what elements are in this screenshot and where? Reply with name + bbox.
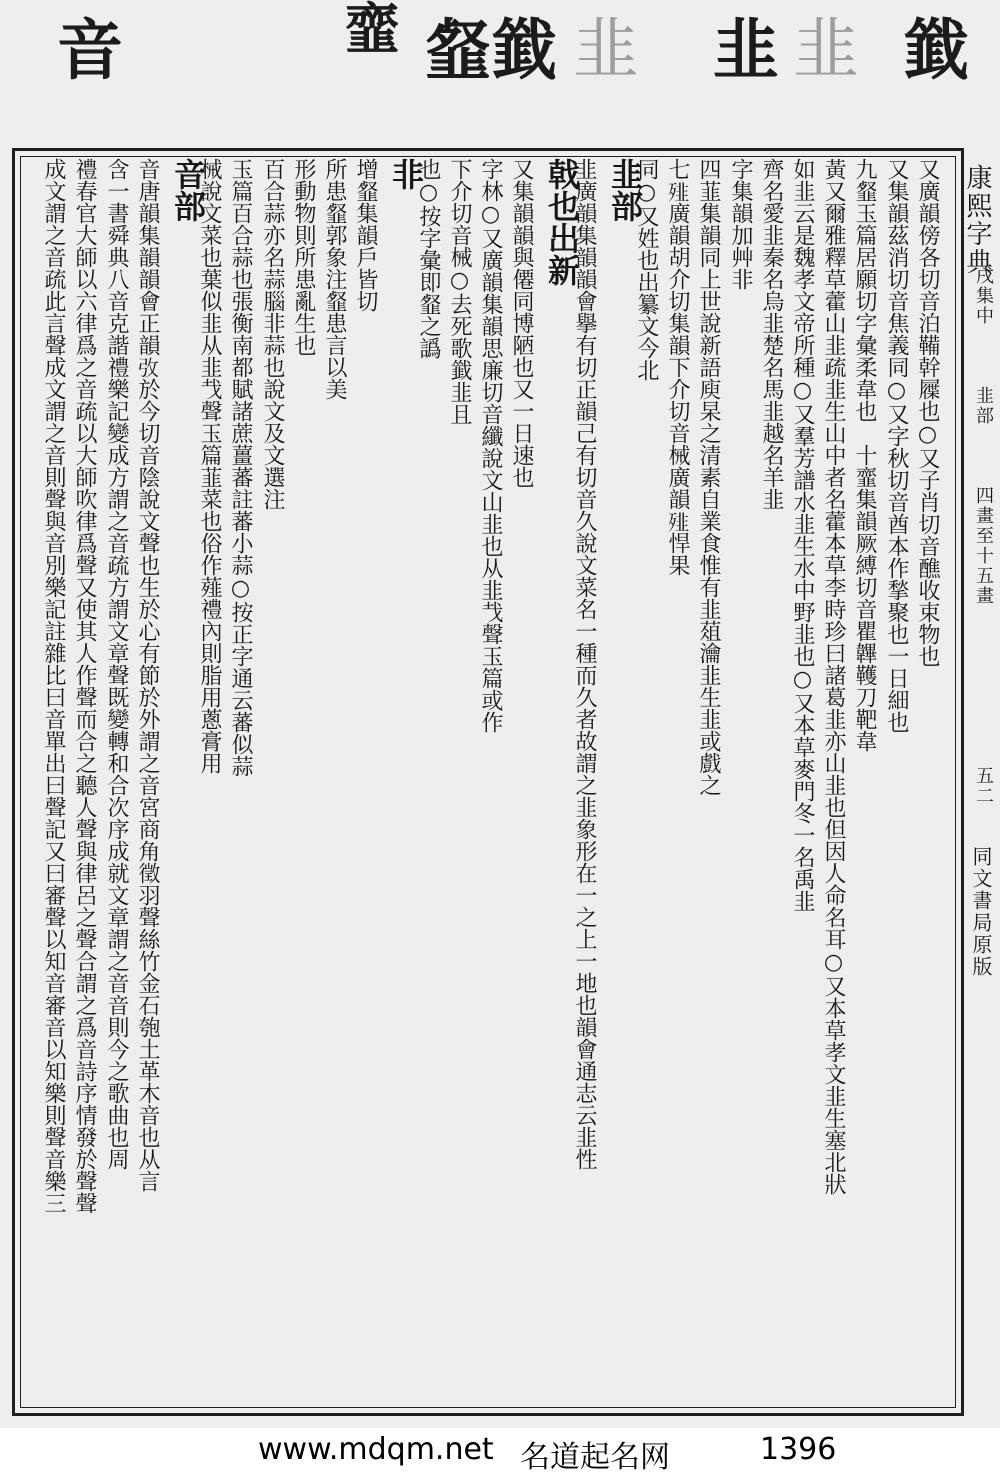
text-column: 增韰集韻戶皆切 — [353, 158, 378, 312]
text-column: 又集韻茲消切音焦義同○又字秋切音酋本作揫聚也一日細也 — [884, 158, 909, 733]
text-column: 韭廣韻集韻韻會擧有切正韻己有切音久說文菜名一種而久者故謂之韭象形在一之上一地也韻會通志云韭性 — [572, 158, 597, 1170]
text-column: 玉篇百合蒜也張衡南都賦諸蔗薑蕃註蕃小蒜○按正字通云蕃似蒜 — [228, 158, 253, 777]
seal-headword: 韱 — [903, 11, 969, 89]
text-column: 成文謂之音疏此言聲成文謂之音則聲與音別樂記註雜比曰音單出曰聲記又曰審聲以知音審音以知樂則聲音樂三 — [41, 158, 66, 1214]
seal-headword: 韭 — [573, 11, 639, 88]
text-column: 黃又爾雅釋草藿山韭疏韭生山中者名藿本草李時珍曰諸葛韭亦山韭也但因人命名耳○又本草孝文韭生塞北狀 — [821, 158, 846, 1195]
page-frame — [8, 148, 994, 1420]
text-column: 百合蒜亦名蒜腦非蒜也說文及文選注 — [260, 158, 285, 510]
publisher: 同文書局原版 — [969, 846, 993, 978]
seal-headword: 韲 — [344, 0, 400, 63]
text-column: 音部 — [169, 158, 207, 222]
text-column: 又廣韻傍各切音泊鞴幹屧也○又子肖切音醮收束物也 — [915, 158, 940, 667]
text-column: 非 — [387, 158, 425, 190]
seal-headword: 音 — [57, 11, 123, 89]
text-column: 字林○又廣韻集韻思廉切音纖說文山韭也从韭𢦏聲玉篇或作 — [478, 158, 503, 733]
right-margin — [962, 156, 996, 1408]
text-column: 形動物則所患亂生也 — [291, 158, 316, 356]
text-column: 同○又姓也出纂文今北 — [634, 158, 659, 381]
seal-headword: 韰 — [425, 11, 491, 89]
text-column: 字集韻加艸非 — [728, 158, 753, 290]
image-number: 1396 — [760, 1432, 837, 1467]
text-column: 韭部 — [606, 158, 644, 222]
seal-headword: 韱 — [491, 11, 557, 89]
text-columns — [22, 158, 958, 1406]
seal-headword: 韭 — [793, 11, 859, 88]
text-column: 音唐韻集韻韻會正韻𢎿於今切音陰說文聲也生於心有節於外謂之音宮商角徵羽聲絲竹金石匏土革木音也从言 — [135, 158, 160, 1192]
text-column: 械說文菜也葉似韭从韭𢦏聲玉篇韮菜也俗作薤禮內則脂用蔥膏用 — [197, 158, 222, 774]
text-column: 禮春官大師以六律爲之音疏以大師吹律爲聲又使其人作聲而合之聽人聲與律呂之聲合謂之爲音詩序情發於聲聲 — [72, 158, 97, 1214]
text-column: 齊名愛韭秦名烏韭楚名馬韭越名羊韭 — [759, 158, 784, 510]
text-column: 也○按字彙即韰之譌 — [416, 158, 441, 359]
text-column: 含一書舜典八音克諧禮樂記變成方謂之音疏方謂文章聲既變轉和合次序成就文章謂之音音則今之歌曲也周 — [104, 158, 129, 1170]
radical-label: 韭部 — [973, 386, 994, 426]
site-url: www.mdqm.net — [258, 1432, 494, 1467]
book-title: 康熙字典 — [962, 164, 992, 276]
text-column: 戟也出新 — [543, 158, 581, 286]
text-column: 如韭云是魏孝文帝所種○又羣芳譜水韭生水中野韭也○又本草麥門冬一名禹韭 — [790, 158, 815, 912]
text-column: 下介切音械○去死歌韱韭且 — [447, 158, 472, 425]
page-number: 五二 — [973, 766, 994, 806]
stroke-range: 四畫至十五畫 — [973, 486, 994, 606]
text-column: 九韰玉篇居願切字彙柔韋也 十韲集韻厥縛切音瞿韠韄刀靶韋 — [852, 158, 877, 752]
seal-headword: 韭 — [713, 11, 779, 89]
site-name: 名道起名网 — [520, 1440, 670, 1475]
volume-label: 戌集中 — [973, 266, 994, 326]
text-column: 所患韰郭象注韰患言以美 — [322, 158, 347, 400]
seal-headword-row — [0, 0, 1000, 140]
watermark-footer — [0, 1428, 1000, 1480]
text-column: 又集韻韻與僊同博陋也又一日速也 — [509, 158, 534, 488]
text-column: 七𩐁廣韻胡介切集韻下介切音械廣韻𩐁悍果 — [665, 158, 690, 576]
text-column: 四韮集韻同上世說新語庾杲之清素自業食惟有韭葅瀹韭生韭或戲之 — [696, 158, 721, 796]
